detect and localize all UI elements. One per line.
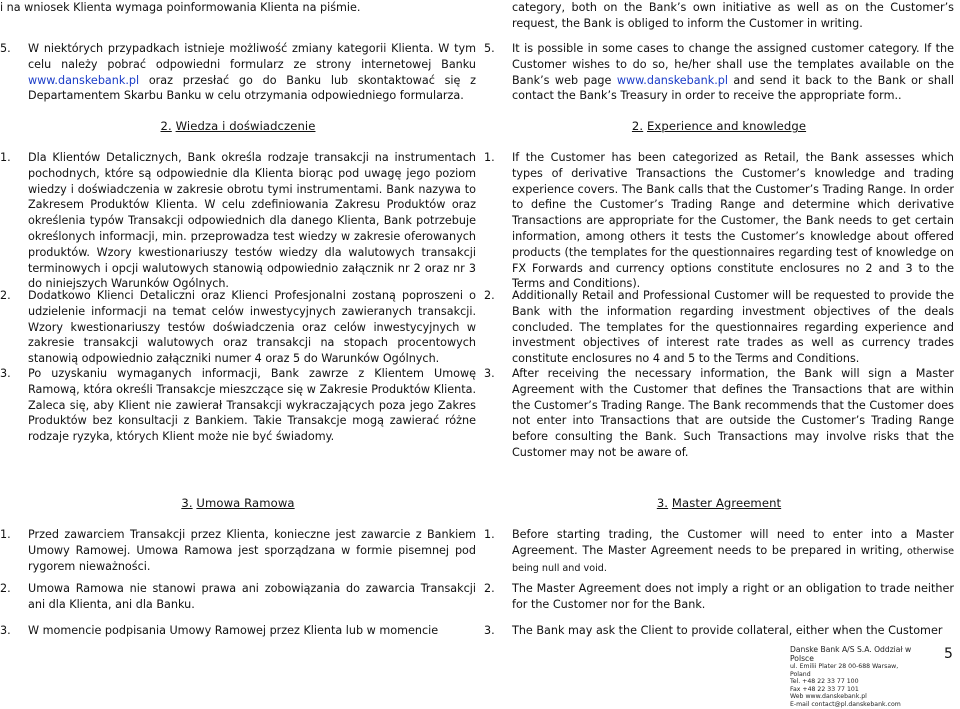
intro-paragraph-en <box>484 0 954 32</box>
footer-web: Web www.danskebank.pl <box>790 693 867 701</box>
paragraph-text-pre: It is possible in some cases to change the assigned customer category. If the Customer wishes to do so, he/her shall use the templates available on the Bank’s web page <box>512 42 954 87</box>
list-item <box>0 581 476 613</box>
list-item <box>484 581 954 613</box>
bank-footer <box>790 645 920 709</box>
item-text: The Bank may ask the Client to provide collateral, either when the Customer <box>512 624 943 637</box>
list-item <box>0 366 476 445</box>
item-number: 3. <box>484 624 495 637</box>
item-number: 1. <box>484 528 495 541</box>
item-number: 3. <box>0 367 11 380</box>
section-number: 3. <box>181 496 193 510</box>
list-item <box>484 150 954 292</box>
paragraph-text-post: and send it back to the Bank or shall contact the Bank’s Treasury in order to receive the appropriate form.. <box>512 73 954 103</box>
list-item <box>484 288 954 367</box>
section-3-heading-en <box>484 496 954 510</box>
paragraph-number: 5. <box>484 42 495 55</box>
footer-fax: Fax +48 22 33 77 101 <box>790 685 859 693</box>
item-text: Po uzyskaniu wymaganych informacji, Bank zawrze z Klientem Umowę Ramową, która określi Transakcje mieszczące się w Zakresie Produktów Klienta. Zaleca się, aby Klient nie zawierał Transakcji wykraczających poza jego Zakres Produktów bez konsultacji z Bankiem. Takie Transakcje mogą zawierać różne rodzaje ryzyka, których Klient może nie być świadomy. <box>28 367 476 444</box>
item-text: Dla Klientów Detalicznych, Bank określa rodzaje transakcji na instrumentach pochodnych, które są odpowiednie dla Klienta biorąc pod uwagę jego poziom wiedzy i doświadczenia w zakresie obrotu tymi instrumentami. Bank nazywa to Zakresem Produktów Klienta. W celu zdefiniowania Zakresu Produktów oraz określenia typów Transakcji odpowiednich dla danego Klienta, Bank potrzebuje określonych informacji, min. przeprowadza test wiedzy w zakresie oferowanych produktów. Wzory kwestionariuszy testów wiedzy dla walutowych transakcji terminowych i opcji walutowych stanowią odpowiednio załącznik nr 2 oraz nr 3 do niniejszych Warunków Ogólnych. <box>28 151 476 291</box>
item-text-main: Before starting trading, the Customer will need to enter into a Master Agreement. The Master Agreement needs to be prepared in writing, <box>512 528 954 557</box>
section-title: Experience and knowledge <box>646 119 807 133</box>
list-item <box>484 366 954 461</box>
item-text: Additionally Retail and Professional Customer will be requested to provide the Bank with the information regarding investment objectives of the deals concluded. The templates for the questionnaires regarding experience and investment objectives of interest rate trades as well as currency trades constitute enclosures no 4 and 5 to the Terms and Conditions. <box>512 289 954 366</box>
paragraph-number: 5. <box>0 42 11 55</box>
paragraph-5-en <box>484 41 954 104</box>
list-item <box>0 623 476 639</box>
section-title: Master Agreement <box>671 496 782 510</box>
item-text: W momencie podpisania Umowy Ramowej przez Klienta lub w momencie <box>28 624 439 637</box>
item-text <box>484 527 954 576</box>
item-text-small: otherwise being null and void. <box>512 545 954 574</box>
bank-website-link[interactable]: www.danskebank.pl <box>28 73 140 87</box>
paragraph-text <box>484 41 954 104</box>
item-number: 2. <box>484 582 495 595</box>
list-item <box>484 527 954 576</box>
paragraph-text <box>0 41 476 104</box>
item-text: If the Customer has been categorized as Retail, the Bank assesses which types of derivative Transactions the Customer’s knowledge and trading experience covers. The Bank calls that the Customer’s Trading Range. In order to define the Customer’s Trading Range and determine which derivative Transactions are appropriate for the Customer, the Bank needs to get certain information, among others it tests the Customer’s knowledge about offered products (the templates for the questionnaires regarding test of knowledge on FX Forwards and currency options constitute enclosures no 2 and 3 to the Terms and Conditions). <box>512 151 954 291</box>
paragraph-5-pl <box>0 41 476 104</box>
list-item <box>0 150 476 292</box>
item-text: Umowa Ramowa nie stanowi prawa ani zobowiązania do zawarcia Transakcji ani dla Klienta, ani dla Banku. <box>28 582 476 611</box>
intro-text: i na wniosek Klienta wymaga poinformowania Klienta na piśmie. <box>0 1 361 14</box>
item-text: The Master Agreement does not imply a right or an obligation to trade neither for the Customer nor for the Bank. <box>512 582 954 611</box>
section-number: 2. <box>160 119 172 133</box>
intro-paragraph-pl <box>0 0 476 16</box>
section-number: 2. <box>631 119 644 133</box>
footer-tel: Tel. +48 22 33 77 100 <box>790 678 859 686</box>
section-2-heading-pl <box>0 119 476 133</box>
item-number: 3. <box>0 624 11 637</box>
paragraph-text-pre: W niektórych przypadkach istnieje możliwość zmiany kategorii Klienta. W tym celu należy pobrać odpowiedni formularz ze strony internetowej Banku <box>28 42 476 71</box>
section-2-heading-en <box>484 119 954 133</box>
item-number: 2. <box>484 289 495 302</box>
item-number: 3. <box>484 367 495 380</box>
item-number: 2. <box>0 289 11 302</box>
section-number: 3. <box>656 496 669 510</box>
list-item <box>0 288 476 367</box>
item-number: 1. <box>484 151 495 164</box>
item-number: 2. <box>0 582 11 595</box>
item-number: 1. <box>0 151 11 164</box>
section-title: Umowa Ramowa <box>196 496 295 510</box>
section-3-heading-pl <box>0 496 476 510</box>
footer-bank-name: Danske Bank A/S S.A. Oddział w Polsce <box>790 645 912 663</box>
item-text: Przed zawarciem Transakcji przez Klienta, konieczne jest zawarcie z Bankiem Umowy Ramowej. Umowa Ramowa jest sporządzana w formie pisemnej pod rygorem nieważności. <box>28 528 476 573</box>
intro-text: category, both on the Bank’s own initiative as well as on the Customer’s request, the Bank is obliged to inform the Customer in writing. <box>512 1 954 30</box>
bank-website-link[interactable]: www.danskebank.pl <box>616 73 728 87</box>
list-item <box>484 623 954 639</box>
page-number: 5 <box>944 646 953 662</box>
item-number: 1. <box>0 528 11 541</box>
item-text: Dodatkowo Klienci Detaliczni oraz Klienci Profesjonalni zostaną poproszeni o udzielenie informacji na temat celów inwestycyjnych zawieranych transakcji. Wzory kwestionariuszy testów doświadczenia oraz celów inwestycyjnych w zakresie transakcji walutowych oraz transakcji na stopach procentowych stanowią odpowiednio załączniki numer 4 oraz 5 do Warunków Ogólnych. <box>28 289 476 366</box>
footer-address: ul. Emilii Plater 28 00-688 Warsaw, Poland <box>790 663 899 678</box>
paragraph-text-post: oraz przesłać go do Banku lub skontaktować się z Departamentem Skarbu Banku w celu otrzymania odpowiedniego formularza. <box>28 73 476 103</box>
item-text: After receiving the necessary information, the Bank will sign a Master Agreement with the Customer that defines the Transactions that are within the Customer’s Trading Range. The Bank recommends that the Customer does not enter into Transactions that are outside the Customer’s Trading Range before consulting the Bank. Such Transactions may involve risks that the Customer may not be aware of. <box>512 367 954 459</box>
list-item <box>0 527 476 574</box>
section-title: Wiedza i doświadczenie <box>175 119 316 133</box>
footer-email: E-mail contact@pl.danskebank.com <box>790 700 901 708</box>
